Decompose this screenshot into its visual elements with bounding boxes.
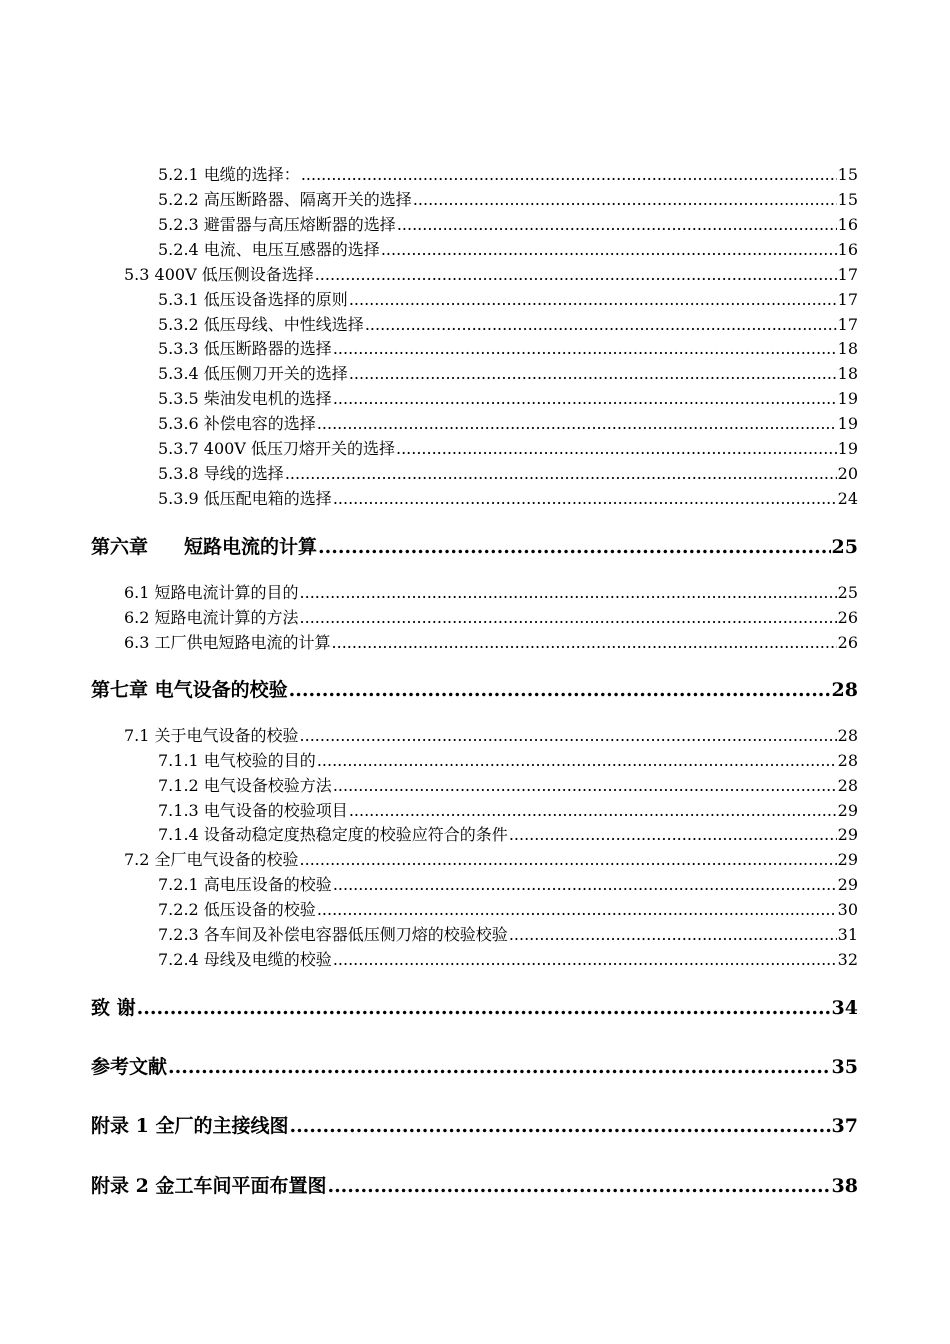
toc-chapter-label bbox=[91, 532, 317, 559]
toc-entry[interactable] bbox=[158, 947, 858, 969]
dot-leader bbox=[365, 315, 837, 334]
toc-entry-page: 38 bbox=[831, 1175, 858, 1197]
toc-entry-page: 29 bbox=[837, 850, 858, 869]
toc-entry-label: 5.3.9 低压配电箱的选择 bbox=[158, 489, 332, 508]
toc-entry[interactable] bbox=[124, 723, 858, 745]
toc-entry-label: 7.2.2 低压设备的校验 bbox=[158, 900, 316, 919]
toc-entry-label: 5.3.5 柴油发电机的选择 bbox=[158, 389, 332, 408]
dot-leader bbox=[509, 825, 837, 844]
toc-entry-page: 17 bbox=[837, 265, 858, 284]
toc-entry[interactable] bbox=[158, 748, 858, 770]
chapter-number: 第六章 bbox=[91, 536, 149, 558]
toc-entry-page: 16 bbox=[837, 215, 858, 234]
toc-entry-page: 28 bbox=[831, 679, 858, 701]
toc-entry[interactable] bbox=[158, 237, 858, 259]
toc-entry[interactable] bbox=[158, 386, 858, 408]
toc-entry[interactable] bbox=[124, 847, 858, 869]
toc-chapter-entry[interactable] bbox=[91, 993, 858, 1019]
toc-entry[interactable] bbox=[158, 461, 858, 483]
toc-entry-page: 19 bbox=[837, 389, 858, 408]
toc-entry[interactable] bbox=[158, 212, 858, 234]
toc-entry-label: 6.3 工厂供电短路电流的计算 bbox=[124, 633, 331, 652]
dot-leader bbox=[332, 633, 837, 652]
toc-entry-page: 26 bbox=[837, 633, 858, 652]
toc-entry-page: 29 bbox=[837, 801, 858, 820]
toc-entry-label: 5.3.7 400V 低压刀熔开关的选择 bbox=[158, 439, 395, 458]
toc-entry[interactable] bbox=[158, 773, 858, 795]
dot-leader bbox=[333, 389, 837, 408]
toc-entry-label: 5.3 400V 低压侧设备选择 bbox=[124, 265, 314, 284]
toc-entry-page: 26 bbox=[837, 608, 858, 627]
toc-entry[interactable] bbox=[158, 411, 858, 433]
toc-entry[interactable] bbox=[124, 630, 858, 652]
dot-leader bbox=[289, 679, 831, 701]
toc-entry-label: 7.2.4 母线及电缆的校验 bbox=[158, 950, 332, 969]
toc-entry-page: 25 bbox=[837, 583, 858, 602]
toc-entry[interactable] bbox=[158, 336, 858, 358]
toc-entry-label: 6.1 短路电流计算的目的 bbox=[124, 583, 299, 602]
dot-leader bbox=[317, 900, 837, 919]
dot-leader bbox=[333, 339, 837, 358]
toc-entry[interactable] bbox=[158, 187, 858, 209]
toc-entry-page: 19 bbox=[837, 439, 858, 458]
toc-chapter-entry[interactable] bbox=[91, 675, 858, 701]
toc-entry[interactable] bbox=[158, 822, 858, 844]
dot-leader bbox=[137, 997, 831, 1019]
dot-leader bbox=[333, 489, 837, 508]
toc-entry-page: 16 bbox=[837, 240, 858, 259]
toc-entry-page: 32 bbox=[837, 950, 858, 969]
toc-entry-label: 7.2 全厂电气设备的校验 bbox=[124, 850, 299, 869]
toc-entry[interactable] bbox=[158, 922, 858, 944]
dot-leader bbox=[396, 439, 837, 458]
dot-leader bbox=[300, 583, 837, 602]
dot-leader bbox=[349, 801, 837, 820]
toc-entry-page: 28 bbox=[837, 751, 858, 770]
toc-chapter-entry[interactable] bbox=[91, 1111, 858, 1137]
dot-leader bbox=[413, 190, 837, 209]
toc-entry[interactable] bbox=[158, 436, 858, 458]
toc-entry-label: 7.1 关于电气设备的校验 bbox=[124, 726, 299, 745]
toc-entry-label: 5.3.8 导线的选择 bbox=[158, 464, 284, 483]
toc-entry-label: 5.2.3 避雷器与高压熔断器的选择 bbox=[158, 215, 396, 234]
toc-entry-page: 37 bbox=[831, 1115, 858, 1137]
toc-entry-page: 35 bbox=[831, 1056, 858, 1078]
toc-entry-label: 6.2 短路电流计算的方法 bbox=[124, 608, 299, 627]
toc-entry-page: 19 bbox=[837, 414, 858, 433]
toc-entry-page: 29 bbox=[837, 825, 858, 844]
toc-entry[interactable] bbox=[158, 897, 858, 919]
toc-entry-label: 5.2.4 电流、电压互感器的选择 bbox=[158, 240, 380, 259]
dot-leader bbox=[301, 165, 837, 184]
toc-entry-page: 18 bbox=[837, 339, 858, 358]
dot-leader bbox=[333, 776, 837, 795]
dot-leader bbox=[349, 290, 837, 309]
toc-entry[interactable] bbox=[158, 162, 858, 184]
toc-entry[interactable] bbox=[158, 872, 858, 894]
dot-leader bbox=[333, 875, 837, 894]
toc-entry-page: 34 bbox=[831, 997, 858, 1019]
dot-leader bbox=[349, 364, 837, 383]
dot-leader bbox=[317, 751, 837, 770]
toc-entry-page: 24 bbox=[837, 489, 858, 508]
toc-entry-label: 5.3.3 低压断路器的选择 bbox=[158, 339, 332, 358]
toc-entry-label: 7.1.3 电气设备的校验项目 bbox=[158, 801, 348, 820]
toc-chapter-entry[interactable] bbox=[91, 1052, 858, 1078]
dot-leader bbox=[397, 215, 837, 234]
toc-entry-label: 5.3.4 低压侧刀开关的选择 bbox=[158, 364, 348, 383]
toc-entry-label: 5.3.1 低压设备选择的原则 bbox=[158, 290, 348, 309]
toc-chapter-label: 附录 1 全厂的主接线图 bbox=[91, 1115, 289, 1137]
toc-chapter-label: 第七章 电气设备的校验 bbox=[91, 679, 288, 701]
toc-entry-label: 7.1.2 电气设备校验方法 bbox=[158, 776, 332, 795]
toc-entry-page: 31 bbox=[837, 925, 858, 944]
dot-leader bbox=[317, 414, 837, 433]
toc-entry[interactable] bbox=[158, 361, 858, 383]
toc-entry[interactable] bbox=[124, 580, 858, 602]
toc-entry-page: 17 bbox=[837, 315, 858, 334]
dot-leader bbox=[318, 536, 831, 558]
toc-entry-label: 5.2.2 高压断路器、隔离开关的选择 bbox=[158, 190, 412, 209]
toc-entry-page: 25 bbox=[831, 536, 858, 558]
toc-entry-page: 17 bbox=[837, 290, 858, 309]
toc-chapter-entry[interactable] bbox=[91, 1171, 858, 1197]
toc-entry[interactable] bbox=[158, 798, 858, 820]
toc-entry-page: 18 bbox=[837, 364, 858, 383]
dot-leader bbox=[509, 925, 837, 944]
toc-chapter-label: 附录 2 金工车间平面布置图 bbox=[91, 1175, 327, 1197]
toc-entry-label: 7.1.4 设备动稳定度热稳定度的校验应符合的条件 bbox=[158, 825, 508, 844]
toc-entry[interactable] bbox=[158, 312, 858, 334]
toc-entry[interactable] bbox=[124, 262, 858, 284]
toc-entry-page: 30 bbox=[837, 900, 858, 919]
dot-leader bbox=[300, 608, 837, 627]
dot-leader bbox=[300, 850, 837, 869]
toc-entry-page: 15 bbox=[837, 165, 858, 184]
dot-leader bbox=[315, 265, 837, 284]
toc-entry[interactable] bbox=[124, 605, 858, 627]
toc-entry-label: 5.3.2 低压母线、中性线选择 bbox=[158, 315, 364, 334]
toc-entry-page: 28 bbox=[837, 776, 858, 795]
dot-leader bbox=[333, 950, 837, 969]
dot-leader bbox=[285, 464, 837, 483]
chapter-title: 短路电流的计算 bbox=[184, 536, 318, 558]
toc-entry[interactable] bbox=[158, 287, 858, 309]
toc-entry-page: 20 bbox=[837, 464, 858, 483]
toc-entry-label: 7.2.3 各车间及补偿电容器低压侧刀熔的校验校验 bbox=[158, 925, 508, 944]
dot-leader bbox=[289, 1115, 830, 1137]
toc-entry-label: 7.2.1 高电压设备的校验 bbox=[158, 875, 332, 894]
toc-entry-page: 29 bbox=[837, 875, 858, 894]
toc-entry-label: 7.1.1 电气校验的目的 bbox=[158, 751, 316, 770]
toc-entry-label: 5.2.1 电缆的选择： bbox=[158, 165, 300, 184]
dot-leader bbox=[327, 1175, 830, 1197]
dot-leader bbox=[168, 1056, 831, 1078]
toc-chapter-entry[interactable] bbox=[91, 532, 858, 558]
toc-entry[interactable] bbox=[158, 486, 858, 508]
dot-leader bbox=[300, 726, 837, 745]
dot-leader bbox=[381, 240, 837, 259]
toc-entry-label: 5.3.6 补偿电容的选择 bbox=[158, 414, 316, 433]
toc-entry-page: 28 bbox=[837, 726, 858, 745]
toc-chapter-label: 致 谢 bbox=[91, 997, 136, 1019]
toc-entry-page: 15 bbox=[837, 190, 858, 209]
toc-chapter-label: 参考文献 bbox=[91, 1056, 168, 1078]
